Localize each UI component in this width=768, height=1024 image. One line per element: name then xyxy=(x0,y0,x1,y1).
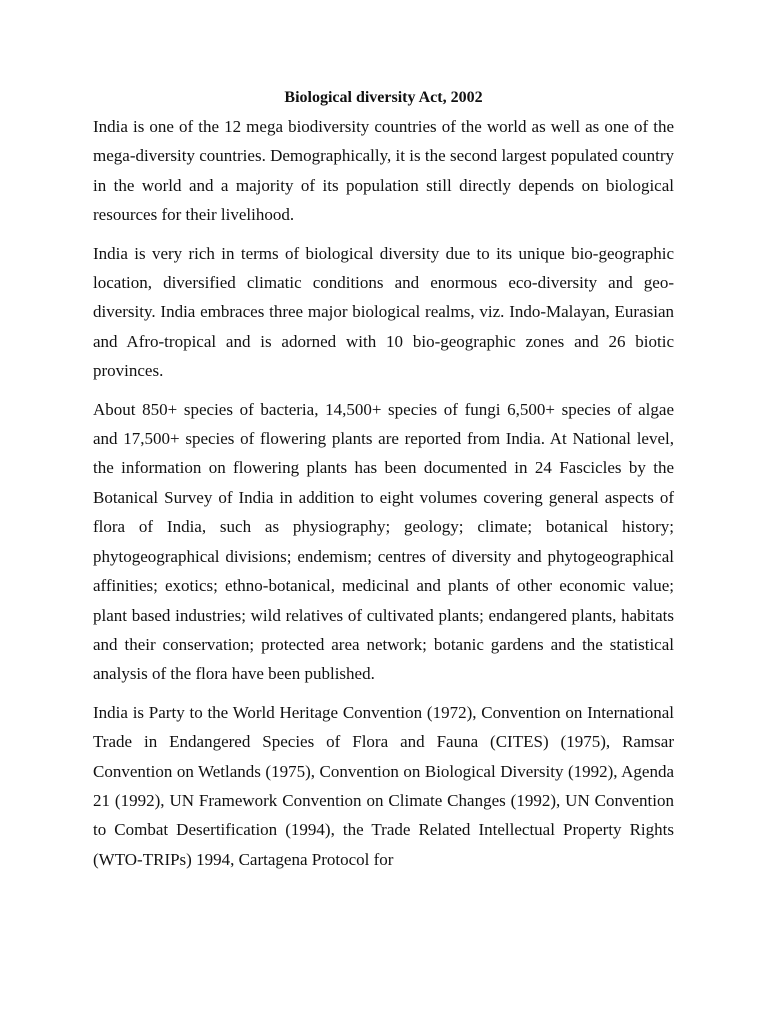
document-title: Biological diversity Act, 2002 xyxy=(284,89,483,106)
paragraph-species: About 850+ species of bacteria, 14,500+ species of fungi 6,500+ species of algae and 17,500+ species of flowering plants are reported from India. At National level, the information on flowering plants has been documented in 24 Fascicles by the Botanical Survey of India in addition to eight volumes covering general aspects of flora of India, such as physiography; geology; climate; botanical history; phytogeographical divisions; endemism; centres of diversity and phytogeographical affinities; exotics; ethno-botanical, medicinal and plants of other economic value; plant based industries; wild relatives of cultivated plants; endangered plants, habitats and their conservation; protected area network; botanic gardens and the statistical analysis of the flora have been published. xyxy=(93,399,674,684)
paragraph-conventions: India is Party to the World Heritage Convention (1972), Convention on International Trade in Endangered Species of Flora and Fauna (CITES) (1975), Ramsar Convention on Wetlands (1975), Convention on Biological Diversity (1992), Agenda 21 (1992), UN Framework Convention on Climate Changes (1992), UN Convention to Combat Desertification (1994), the Trade Related Intellectual Property Rights (WTO-TRIPs) 1994, Cartagena Protocol for xyxy=(93,702,674,869)
paragraph-intro: India is one of the 12 mega biodiversity countries of the world as well as one of the mega-diversity countries. Demographically, it is the second largest populated country in the world and a majority of its population still directly depends on biological resources for their livelihood. xyxy=(93,117,674,225)
paragraph-biogeography: India is very rich in terms of biological diversity due to its unique bio-geographic location, diversified climatic conditions and enormous eco-diversity and geo-diversity. India embraces three major biological realms, viz. Indo-Malayan, Eurasian and Afro-tropical and is adorned with 10 bio-geographic zones and 26 biotic provinces. xyxy=(93,243,674,381)
